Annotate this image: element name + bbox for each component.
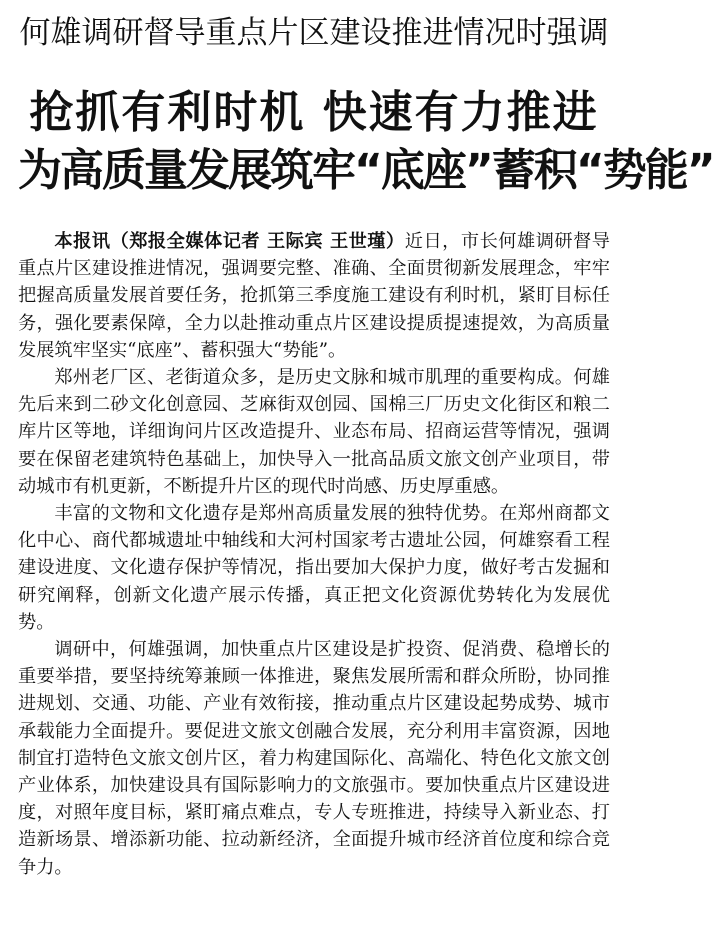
byline: 本报讯（郑报全媒体记者 王际宾 王世瑾） <box>54 231 405 252</box>
article-paragraph-2: 郑州老厂区、老街道众多，是历史文脉和城市肌理的重要构成。何雄先后来到二砂文化创意园、芝麻街双创园、国棉三厂历史文化街区和粮二库片区等地，详细询问片区改造提升、业态布局、招商运营等情况，强调要在保留老建筑特色基础上，加快导入一批高品质文旅文创产业项目，带动城市有机更新，不断提升片区的现代时尚感、历史厚重感。 <box>18 367 610 497</box>
article-subtitle: 何雄调研督导重点片区建设推进情况时强调 <box>19 15 609 51</box>
article-paragraph-3: 丰富的文物和文化遗存是郑州高质量发展的独特优势。在郑州商都文化中心、商代都城遗址中轴线和大河村国家考古遗址公园，何雄察看工程建设进度、文化遗存保护等情况，指出要加大保护力度，做好考古发掘和研究阐释，创新文化遗产展示传播，真正把文化资源优势转化为发展优势。 <box>18 503 610 633</box>
article-paragraph-1 <box>18 228 610 364</box>
paragraph-1-text: 近日，市长何雄调研督导重点片区建设推进情况，强调要完整、准确、全面贯彻新发展理念，牢牢把握高质量发展首要任务，抢抓第三季度施工建设有利时机，紧盯目标任务，强化要素保障，全力以赴推动重点片区建设提质提速提效，为高质量发展筑牢坚实“底座”、蓄积强大“势能”。 <box>18 231 610 361</box>
headline-line-1: 抢抓有利时机 快速有力推进 <box>29 87 599 138</box>
article-paragraph-4: 调研中，何雄强调，加快重点片区建设是扩投资、促消费、稳增长的重要举措，要坚持统筹兼顾一体推进，聚焦发展所需和群众所盼，协同推进规划、交通、功能、产业有效衔接，推动重点片区建设起势成势、城市承载能力全面提升。要促进文旅文创融合发展，充分利用丰富资源，因地制宜打造特色文旅文创片区，着力构建国际化、高端化、特色化文旅文创产业体系，加快建设具有国际影响力的文旅强市。要加快重点片区建设进度，对照年度目标，紧盯痛点难点，专人专班推进，持续导入新业态、打造新场景、增添新功能、拉动新经济，全面提升城市经济首位度和综合竞争力。 <box>18 639 610 878</box>
headline-line-2: 为高质量发展筑牢“底座”蓄积“势能” <box>18 145 714 196</box>
article-body <box>18 228 610 881</box>
